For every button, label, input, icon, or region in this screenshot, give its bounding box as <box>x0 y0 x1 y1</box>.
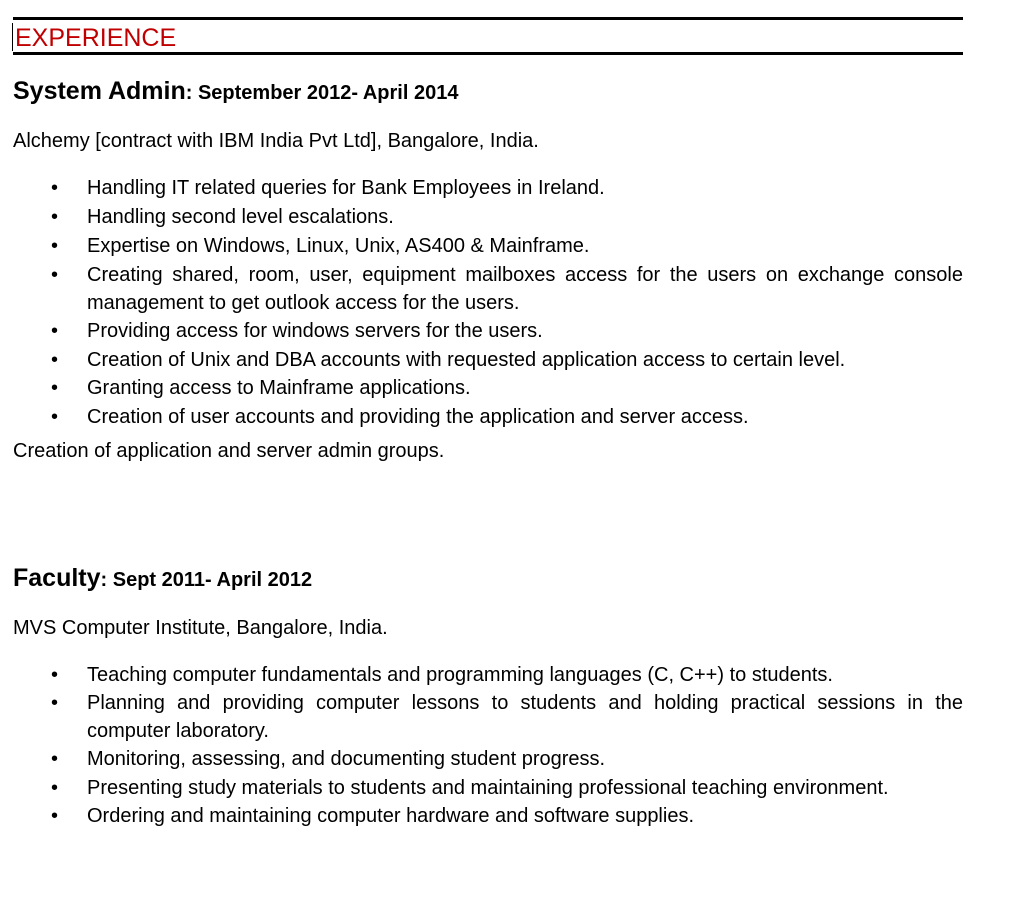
job-dates: Sept 2011- April 2012 <box>112 569 313 591</box>
employer: Alchemy [contract with IBM India Pvt Ltd], Bangalore, India. <box>13 130 539 152</box>
job-separator: : <box>185 82 198 104</box>
employer: MVS Computer Institute, Bangalore, India. <box>13 617 388 639</box>
duty-item: • Creation of user accounts and providing the application and server access. <box>13 403 963 432</box>
experience-section-header <box>13 17 963 55</box>
bullet-icon: • <box>51 777 59 799</box>
bullet-icon: • <box>51 320 59 342</box>
bullet-icon: • <box>51 206 59 228</box>
job-heading <box>13 563 963 595</box>
job-separator: : <box>100 569 113 591</box>
job-heading <box>13 76 963 108</box>
duty-item: • Creation of Unix and DBA accounts with requested application access to certain level. <box>13 346 963 374</box>
duty-item: • Presenting study materials to students and maintaining professional teaching environment. <box>13 774 963 802</box>
bullet-icon: • <box>51 406 59 428</box>
section-title[interactable]: EXPERIENCE <box>15 24 177 52</box>
bullet-icon: • <box>51 264 59 286</box>
bullet-icon: • <box>51 805 59 827</box>
duty-item: • Teaching computer fundamentals and programming languages (C, C++) to students. <box>13 661 963 689</box>
trailing-duty-text: Creation of application and server admin groups. <box>13 440 445 462</box>
duty-item: • Ordering and maintaining computer hardware and software supplies. <box>13 802 963 831</box>
duty-item: • Handling IT related queries for Bank Employees in Ireland. <box>13 174 963 203</box>
text-cursor <box>12 23 13 51</box>
bullet-icon: • <box>51 692 59 714</box>
bullet-icon: • <box>51 349 59 371</box>
job-dates: September 2012- April 2014 <box>197 82 459 104</box>
bullet-icon: • <box>51 235 59 257</box>
duty-item: • Creating shared, room, user, equipment mailboxes access for the users on exchange console management to get outlook access for the users. <box>13 261 963 317</box>
bullet-icon: • <box>51 748 59 770</box>
bullet-icon: • <box>51 377 59 399</box>
duty-item: • Providing access for windows servers for the users. <box>13 317 963 346</box>
job-title: System Admin <box>13 77 186 105</box>
job-title: Faculty <box>13 564 101 592</box>
duty-item: • Expertise on Windows, Linux, Unix, AS400 & Mainframe. <box>13 232 963 261</box>
duty-item: • Monitoring, assessing, and documenting student progress. <box>13 745 963 774</box>
job-entry-system-admin <box>13 76 963 463</box>
duty-item: • Granting access to Mainframe applications. <box>13 374 963 403</box>
bullet-icon: • <box>51 664 59 686</box>
duty-item: • Handling second level escalations. <box>13 203 963 232</box>
duties-list <box>13 661 963 831</box>
job-entry-faculty <box>13 563 963 831</box>
duty-item: • Planning and providing computer lessons to students and holding practical sessions in the computer laboratory. <box>13 689 963 745</box>
bullet-icon: • <box>51 177 59 199</box>
duties-list <box>13 174 963 432</box>
